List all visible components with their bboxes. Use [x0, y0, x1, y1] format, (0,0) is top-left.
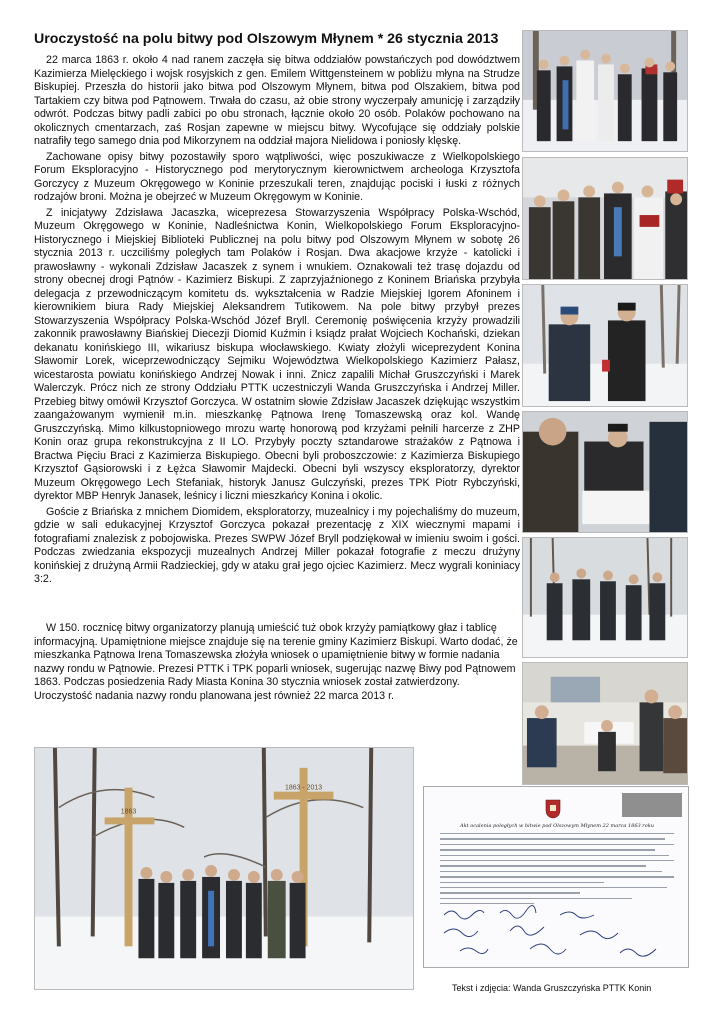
photo-crosses-memorial: [34, 747, 414, 990]
cross-left-date: 1863: [120, 808, 137, 816]
document-photo-thumbnail: [622, 793, 682, 817]
article-body: [34, 54, 520, 589]
photo-museum-room: [522, 662, 688, 785]
paragraph-5: W 150. rocznicę bitwy organizatorzy planują umieścić tuż obok krzyży pamiątkowy głaz i tablicę informacyjną. Upamiętnione miejsce znajduje się na terenie gminy Kazimierz Biskupi. Warto dodać, że mieszkanka Pątnowa Irena Tomaszewska złożyła wniosek o upamiętnienie bitwy w formie nadania nazwy rondu w Pątnowie. Prezesi PTTK i TPK poparli wniosek, sugerując nazwę Biwy pod Pątnowem 1863. Podczas posiedzenia Rady Miasta Konina 30 stycznia wniosek został zatwierdzony. Uroczystość nadania nazwy rondu planowana jest również 22 marca 2013 r.: [34, 622, 518, 702]
photo-clergy-ceremony: [522, 30, 688, 152]
document-signatures: [440, 905, 674, 965]
paragraph-1: 22 marca 1863 r. około 4 nad ranem zaczęła się bitwa oddziałów powstańczych pod dowództwem Kazimierza Mielęckiego i wojsk rosyjskich z gen. Emilem Wittgensteinem w pobliżu młyna na Strudze Biskupiej. Przeszła do historii jako bitwa pod Olszowym Młynem, bitwa pod Olszakiem, bitwa pod Tartakiem czy bitwa pod Pątnowem. Trwała do czasu, aż obie strony wyczerpały amunicję i zarządziły odwrót. Podczas bitwy padli zabici po obu stronach, łącznie około 20 osób. Polaków pochowano na okolicznych cmentarzach, zaś Rosjan zapewne w miejscu bitwy. Wycofujące się oddziały polskie natrafiły tego samego dnia pod Mikorzynem na oddział majora Nielidowa i poniosły klęskę.: [34, 54, 520, 147]
photo-lighting-candle: [522, 284, 688, 407]
paragraph-2: Zachowane opisy bitwy pozostawiły sporo wątpliwości, więc poszukiwacze z Wielkopolskiego Forum Eksploracyjno - Historycznego pod merytorycznym kierownictwem archeologa Krzysztofa Gorczycy z Muzeum Okręgowego w Koninie przeszukali teren, znajdując pociski i łuski z różnych rodzajów broni. Można je obejrzeć w Muzeum Okręgowym w Koninie.: [34, 150, 520, 203]
paragraph-3: Z inicjatywy Zdzisława Jacaszka, wiceprezesa Stowarzyszenia Współpracy Polska-Wschód, Muzeum Okręgowego w Koninie, Nadleśnictwa Konin, Wielkopolskiego Forum Eksploracyjno-Historycznego i Miejskiej Biblioteki Publicznej na polu bitwy pod Olszowym Młynem w sobotę 26 stycznia 2013 r. uczciliśmy poległych tam Polaków i Rosjan. Dwa akacjowe krzyże - katolicki i prawosławny - wykonali Zdzisław Jacaszek z synem i wnukiem. Oznakowali też trasę dojazdu od strony obecnej drogi Pątnów - Kazimierz Biskupi. Z zaprzyjaźnionego z Koninem Briańska przybyła delegacja z przewodniczącym komitetu ds. wykształcenia w Radzie Miejskiej Igorem Afoninem i kierownikiem biura Rady Miejskiej Aleksandrem Tutikowem. Na pole bitwy przybył prezes Stowarzyszenia Współpracy Polska-Wschód Józef Bryll. Ceremonię poświęcenia krzyży prowadzili zakonnik prawosławny Biańskiej Diecezji Diomid Kuźmin i ksiądz prałat Wojciech Kochański, dziekan dekanatu konińskiego III, wikariusz biskupa włocławskiego. Kwiaty złożyli wiceprezydent Konina Sławomir Lorek, wiceprzewodniczący Sejmiku Województwa Wielkopolskiego Kazimierz Pałasz, wicestarosta powiatu konińskiego Andrzej Nowak i inni. Znicz zapalili Michał Gruszczyński i Marek Walerczyk. Prócz nich ze strony Oddziału PTTK uczestniczyli Wanda Gruszczyńska i Andrzej Miller. Przebieg bitwy omówił Krzysztof Gorczyca. W ostatnim słowie Zdzisław Jacaszek dziękując wszystkim zaangażowanym wymienił m.in. mieszkankę Pątnowa Irenę Tomaszewską oraz kol. Wandę Gruszczyńską. Mimo kilkustopniowego mrozu wartę honorową pod krzyżami pełnili harcerze z ZHP Konin oraz grupa rekonstrukcyjna z II LO. Przybyły poczty sztandarowe strażaków z Pątnowa i Bractwa Pięciu Braci z Kazimierza Biskupiego. Obecni byli proboszczowie: z Kazimierza Biskupiego Krzysztof Gąsiorowski i z Łężca Sławomir Majdecki. Obecni byli wszyscy eksploratorzy, dyrektor Muzeum Okręgowego Lech Stefaniak, historyk Janusz Gulczyński, prezes TPK Piotr Rybczyński, dyrektor MBP Henryk Janasek, leśnicy i liczni mieszkańcy Konina i okolic.: [34, 206, 520, 502]
document-text-lines: [440, 833, 674, 908]
photo-credit: Tekst i zdjęcia: Wanda Gruszczyńska PTTK Konin: [452, 983, 652, 993]
photo-priests-reading: [522, 157, 688, 280]
photo-commemorative-document: [423, 786, 689, 968]
paragraph-4: Goście z Briańska z mnichem Diomidem, eksploratorzy, muzealnicy i my pojechaliśmy do muzeum, gdzie w sali edukacyjnej Krzysztof Gorczyca pokazał prezentację z XIX wiecznymi mapami i fotografiami znalezisk z pobojowiska. Prezes SWPW Józef Bryll podziękował w imieniu swoim i gości. Podczas zwiedzania ekspozycji muzealnych Andrzej Miller pokazał fotografie z meczu drużyny konińskiej z drużyną Armii Radzieckiej, gdy w ataku grał jego ojciec Kazimierz. Mecz wygrali koniniacy 3:2.: [34, 505, 520, 585]
photo-group-forest: [522, 537, 688, 658]
page-title: Uroczystość na polu bitwy pod Olszowym Młynem * 26 stycznia 2013: [34, 31, 499, 47]
cross-right-date: 1863 - 2013: [285, 784, 323, 792]
photo-signing-document: [522, 411, 688, 533]
closing-text: [34, 622, 520, 705]
coat-of-arms-icon: [545, 799, 561, 819]
document-heading: Akt ocalenia poległych w bitwie pod Olszowym Młynem 22 marca 1863 roku: [460, 823, 654, 829]
